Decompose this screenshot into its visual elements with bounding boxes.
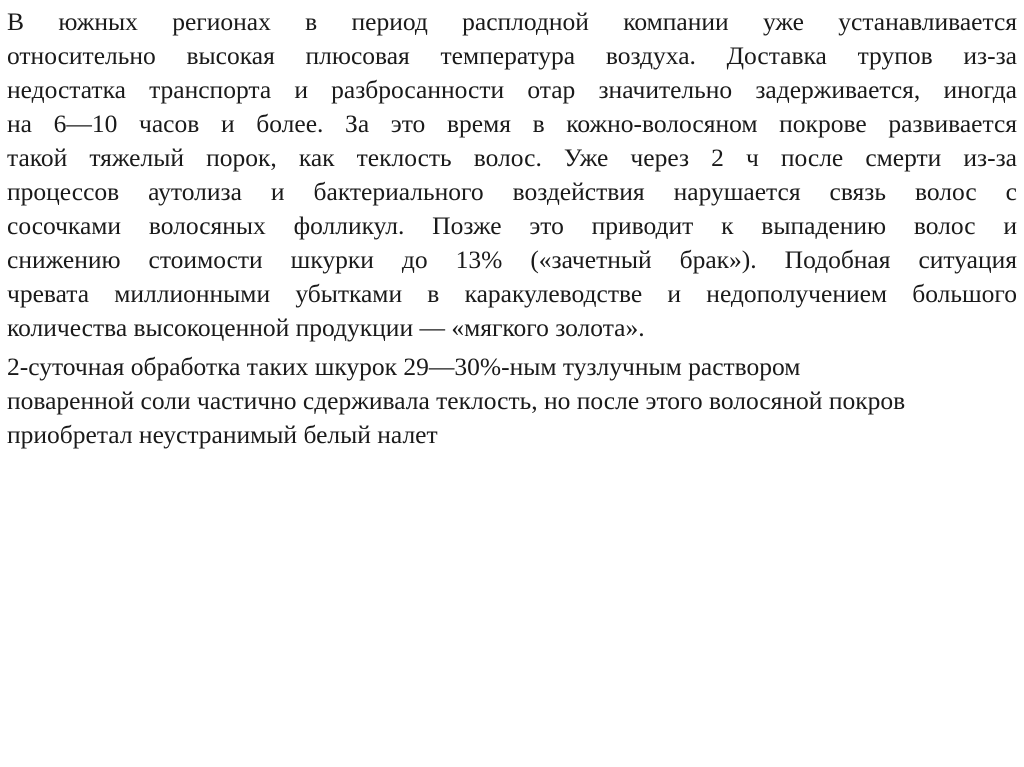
paragraph-1-line: недостатка транспорта и разбросанности отар значительно задерживается, иногда (7, 75, 1017, 104)
paragraph-1-line: на 6—10 часов и более. За это время в кожно-волосяном покрове развивается (7, 109, 1017, 138)
paragraph-2 (7, 350, 1017, 452)
paragraph-1-line: чревата миллионными убытками в каракулеводстве и недополучением большого (7, 279, 1017, 308)
paragraph-2-line: приобретал неустранимый белый налет (7, 420, 438, 449)
paragraph-2-line: 2-суточная обработка таких шкурок 29—30%-ным тузлучным раствором (7, 352, 801, 381)
paragraph-1-line: сосочками волосяных фолликул. Позже это приводит к выпадению волос и (7, 211, 1017, 240)
paragraph-1-line: такой тяжелый порок, как теклость волос. Уже через 2 ч после смерти из-за (7, 143, 1017, 172)
paragraph-2-line: поваренной соли частично сдерживала теклость, но после этого волосяной покров (7, 386, 906, 415)
paragraph-1-line: процессов аутолиза и бактериального воздействия нарушается связь волос с (7, 177, 1017, 206)
paragraph-1-line: количества высокоценной продукции — «мягкого золота». (7, 313, 645, 342)
paragraph-1-line: В южных регионах в период расплодной компании уже устанавливается (7, 7, 1017, 36)
paragraph-1-line: относительно высокая плюсовая температура воздуха. Доставка трупов из-за (7, 41, 1017, 70)
paragraph-1 (7, 5, 1017, 345)
paragraph-1-line: снижению стоимости шкурки до 13% («зачетный брак»). Подобная ситуация (7, 245, 1017, 274)
